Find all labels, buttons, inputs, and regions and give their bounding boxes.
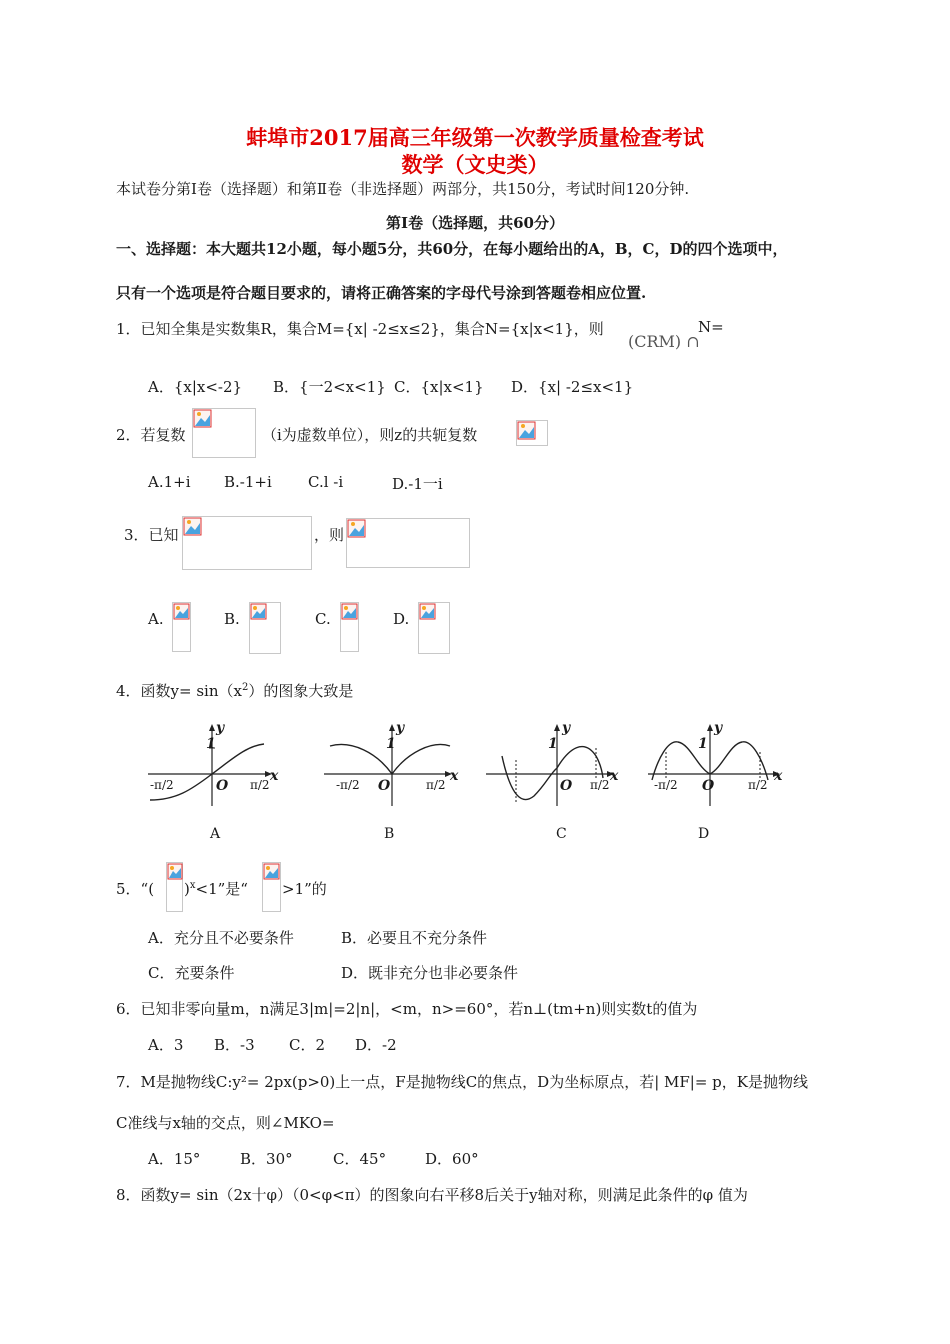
q5-stem-part4: >1”的 (282, 880, 327, 898)
graph-b-left-tick: -π/2 (336, 778, 360, 792)
q1-option-c[interactable]: C．{x|x<1} (394, 378, 484, 396)
graph-d-one-tick: 1 (698, 736, 708, 752)
graph-b-y-label: y (396, 720, 405, 736)
q6-stem: 6．已知非零向量m，n满足3|m|=2|n|，<m，n>=60°，若n⊥(tm+n)则实数t的值为 (116, 1000, 698, 1018)
graph-d-x-label: x (774, 768, 783, 784)
graph-a-origin: O (216, 778, 229, 794)
q4-graph-c (484, 718, 619, 808)
exam-subtitle: 数学（文史类） (401, 152, 549, 177)
broken-image-icon (517, 421, 537, 441)
q7-stem-line2: C准线与x轴的交点，则∠MKO= (116, 1114, 335, 1132)
broken-image-icon (347, 519, 367, 539)
graph-b-origin: O (378, 778, 391, 794)
y-axis-arrow (554, 724, 560, 731)
q7-option-c[interactable]: C．45° (333, 1150, 387, 1168)
graph-c-x-label: x (610, 768, 619, 784)
graph-a-left-tick: -π/2 (150, 778, 174, 792)
graph-b-right-tick: π/2 (426, 778, 446, 792)
q3-option-c-label[interactable]: C. (315, 610, 331, 628)
q4-stem-tail: ）的图象大致是 (248, 682, 354, 700)
q7-option-b[interactable]: B．30° (240, 1150, 293, 1168)
graph-d-y-label: y (714, 720, 723, 736)
graph-a-y-label: y (216, 720, 225, 736)
broken-image-icon (263, 863, 281, 881)
q5-stem-part1: 5．“( (116, 880, 155, 898)
q1-option-a[interactable]: A．{x|x<-2} (148, 378, 243, 396)
q2-option-d[interactable]: D.-1一i (392, 475, 443, 493)
y-axis-arrow (707, 724, 713, 731)
broken-image-icon (250, 603, 268, 621)
q4-graph-a (146, 718, 279, 808)
graph-d-origin: O (702, 778, 715, 794)
q5-option-b[interactable]: B．必要且不充分条件 (341, 929, 488, 947)
q5-paren: ) (184, 880, 190, 898)
q3-stem-part1: 3．已知 (124, 526, 179, 544)
q3-condition-image (182, 516, 312, 570)
graph-a-one-tick: 1 (206, 736, 216, 752)
q2-formula-image (192, 408, 256, 458)
q2-stem-part1: 2．若复数 (116, 426, 186, 444)
q3-option-b-image[interactable] (249, 602, 281, 654)
q8-stem: 8．函数y= sin（2x十φ）（0<φ<π）的图象向右平移8后关于y轴对称，则满足此条件的φ 值为 (116, 1186, 748, 1204)
graph-c-origin: O (560, 778, 573, 794)
graph-d-right-tick: π/2 (748, 778, 768, 792)
graph-b-caption: B (384, 826, 395, 842)
q1-stem: 1．已知全集是实数集R，集合M={x| -2≤x≤2}，集合N={x|x<1}，则 (116, 320, 604, 338)
q7-option-a[interactable]: A．15° (148, 1150, 201, 1168)
q6-option-c[interactable]: C．2 (289, 1036, 326, 1054)
broken-image-icon (419, 603, 437, 621)
q3-option-d-label[interactable]: D. (393, 610, 410, 628)
q7-option-d[interactable]: D．60° (425, 1150, 479, 1168)
q2-option-a[interactable]: A.1+i (148, 473, 191, 491)
q5-option-a[interactable]: A．充分且不必要条件 (148, 929, 294, 947)
q1-option-b[interactable]: B．{一2<x<1} (273, 378, 386, 396)
graph-a-x-label: x (270, 768, 279, 784)
q5-base-image (166, 862, 183, 912)
graph-b-one-tick: 1 (386, 736, 396, 752)
q3-target-image (346, 518, 470, 568)
q6-option-d[interactable]: D．-2 (355, 1036, 397, 1054)
broken-image-icon (183, 517, 203, 537)
q3-option-d-image[interactable] (418, 602, 450, 654)
graph-c-one-tick: 1 (548, 736, 558, 752)
q6-option-a[interactable]: A．3 (148, 1036, 184, 1054)
graph-a-right-tick: π/2 (250, 778, 270, 792)
q1-expression: (CRM) ∩ (628, 332, 700, 351)
q4-stem (116, 680, 353, 701)
q1-option-d[interactable]: D．{x| -2≤x<1} (511, 378, 634, 396)
q5-option-d[interactable]: D．既非充分也非必要条件 (341, 964, 519, 982)
section-heading: 第Ⅰ卷（选择题，共60分） (386, 214, 564, 232)
exam-title: 蚌埠市2017届高三年级第一次教学质量检查考试 (246, 125, 704, 150)
graph-c-right-tick: π/2 (590, 778, 610, 792)
q2-option-c[interactable]: C.l -i (308, 473, 344, 491)
q3-option-c-image[interactable] (340, 602, 359, 652)
graph-c-y-label: y (562, 720, 571, 736)
section-instructions-1: 一、选择题：本大题共12小题，每小题5分，共60分，在每小题给出的A，B，C，D的四个选项中， (116, 240, 788, 258)
q5-log-image (262, 862, 281, 912)
q5-exponent: x (189, 880, 196, 891)
curve (502, 747, 603, 800)
q2-option-b[interactable]: B.-1+i (224, 473, 272, 491)
y-axis-arrow (209, 724, 215, 731)
broken-image-icon (341, 603, 359, 621)
q5-option-c[interactable]: C．充要条件 (148, 964, 235, 982)
exam-intro: 本试卷分第Ⅰ卷（选择题）和第Ⅱ卷（非选择题）两部分，共150分，考试时间120分钟. (116, 180, 690, 198)
q2-conjugate-image (516, 420, 548, 446)
q6-option-b[interactable]: B．-3 (214, 1036, 255, 1054)
graph-b-x-label: x (450, 768, 459, 784)
q4-stem-sup: 2 (241, 682, 249, 693)
y-axis-arrow (389, 724, 395, 731)
q1-tail: N= (698, 318, 724, 336)
q4-graph-b (322, 718, 457, 808)
q2-stem-part2: （i为虚数单位），则z的共轭复数 (262, 426, 478, 444)
q5-stem-part3: <1”是“ (195, 880, 248, 898)
graph-d-caption: D (698, 826, 710, 842)
q5-stem-part2 (184, 878, 248, 899)
q3-option-b-label[interactable]: B. (224, 610, 240, 628)
q3-option-a-image[interactable] (172, 602, 191, 652)
q3-option-a-label[interactable]: A. (148, 610, 164, 628)
broken-image-icon (167, 863, 183, 881)
graph-c-caption: C (556, 826, 567, 842)
broken-image-icon (193, 409, 213, 429)
broken-image-icon (173, 603, 191, 621)
q7-stem-line1: 7．M是抛物线C:y²= 2px(p>0)上一点，F是抛物线C的焦点，D为坐标原点，若| MF|= p，K是抛物线 (116, 1073, 808, 1091)
graph-d-left-tick: -π/2 (654, 778, 678, 792)
graph-a-caption: A (210, 826, 221, 842)
q3-stem-part2: ，则 (314, 526, 345, 544)
q4-stem-text: 4．函数y= sin（x (116, 682, 242, 700)
section-instructions-2: 只有一个选项是符合题目要求的，请将正确答案的字母代号涂到答题卷相应位置. (116, 284, 647, 302)
